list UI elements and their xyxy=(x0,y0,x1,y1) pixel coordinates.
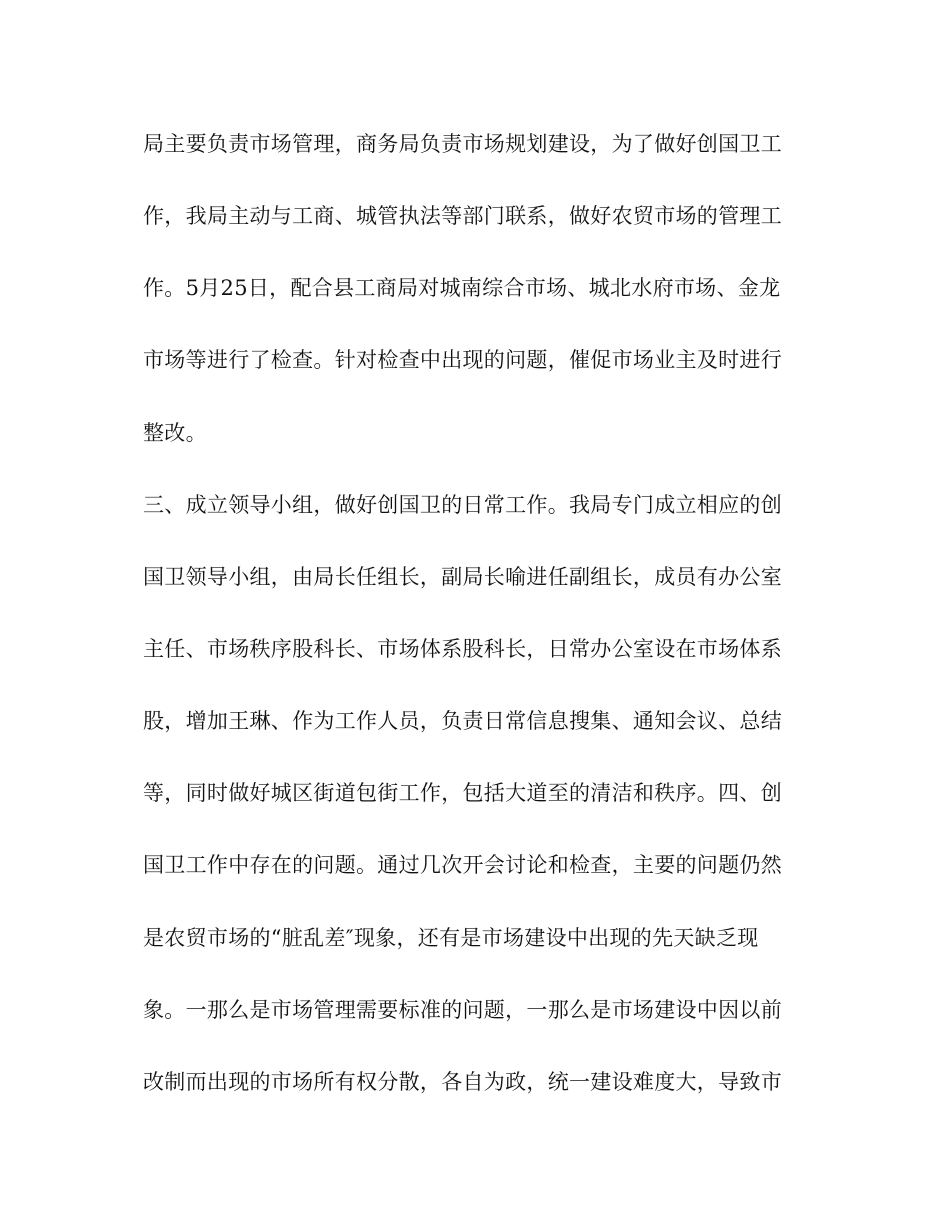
text-line: 等，同时做好城区街道包街工作，包括大道至的清洁和秩序。四、创 xyxy=(143,781,782,805)
text-line: 市场等进行了检查。针对检查中出现的问题，催促市场业主及时进行 xyxy=(143,348,782,372)
text-line: 改制而出现的市场所有权分散，各自为政，统一建设难度大，导致市 xyxy=(143,1070,782,1094)
text-line: 国卫领导小组，由局长任组长，副局长喻进任副组长，成员有办公室 xyxy=(143,565,782,589)
text-line: 国卫工作中存在的问题。通过几次开会讨论和检查，主要的问题仍然 xyxy=(143,853,782,877)
text-line: 股，增加王琳、作为工作人员，负责日常信息搜集、通知会议、总结 xyxy=(143,709,782,733)
text-line: 整改。 xyxy=(143,421,207,445)
text-line: 象。一那么是市场管理需要标准的问题，一那么是市场建设中因以前 xyxy=(143,998,782,1022)
text-line: 作。5月25日，配合县工商局对城南综合市场、城北水府市场、金龙 xyxy=(143,276,781,300)
section-heading-line: 三、成立领导小组，做好创国卫的日常工作。我局专门成立相应的创 xyxy=(143,493,782,517)
text-line: 作，我局主动与工商、城管执法等部门联系，做好农贸市场的管理工 xyxy=(143,204,782,228)
text-line: 是农贸市场的“脏乱差″现象，还有是市场建设中出现的先天缺乏现 xyxy=(143,926,759,950)
text-line: 主任、市场秩序股科长、市场体系股科长，日常办公室设在市场体系 xyxy=(143,637,782,661)
text-line: 局主要负责市场管理，商务局负责市场规划建设，为了做好创国卫工 xyxy=(143,132,782,156)
